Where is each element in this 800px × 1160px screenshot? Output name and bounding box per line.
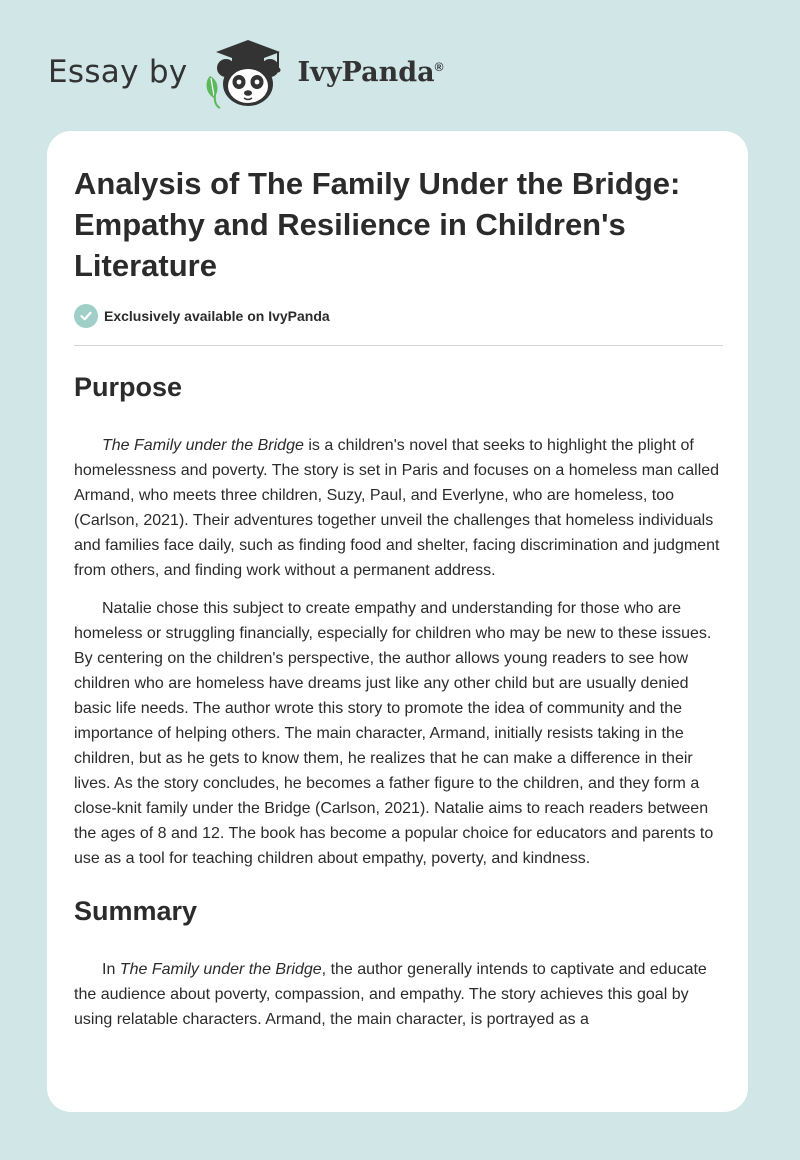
section-heading-purpose: Purpose [74,372,183,402]
brand-name[interactable]: IvyPanda® [297,56,444,88]
page-title: Analysis of The Family Under the Bridge: Empathy and Resilience in Children's Literature [74,166,681,283]
panda-graduate-icon[interactable] [202,32,294,112]
section-heading-summary: Summary [74,896,198,926]
paragraph: The Family under the Bridge is a children's novel that seeks to highlight the plight of homelessness and poverty. The story is set in Paris and focuses on a homeless man called Armand, who meets three children, Suzy, Paul, and Everlyne, who are homeless, too (Carlson, 2021). Their adventures together unveil the challenges that homeless individuals and families face daily, such as finding food and shelter, facing discrimination and judgment from others, and finding work without a permanent address. [74,437,720,579]
essay-card [47,131,748,1112]
trademark-symbol: ® [434,59,444,74]
paragraph: In The Family under the Bridge, the author generally intends to captivate and educate the audience about poverty, compassion, and empathy. The story achieves this goal by using relatable characters. Armand, the main character, is portrayed as a [74,961,707,1028]
divider [74,345,723,346]
paragraph: Natalie chose this subject to create empathy and understanding for those who are homeless or struggling financially, especially for children who may be new to these issues. By centering on the children's perspective, the author allows young readers to see how children who are homeless have dreams just like any other child but are usually denied basic life needs. The author wrote this story to promote the idea of community and the importance of helping others. The main character, Armand, initially resists taking in the children, but as he gets to know them, he realizes that he can make a difference in their lives. As the story concludes, he becomes a father figure to the children, and they form a close-knit family under the Bridge (Carlson, 2021). Natalie aims to reach readers between the ages of 8 and 12. The book has become a popular choice for educators and parents to use as a tool for teaching children about empathy, poverty, and kindness. [74,600,714,867]
essay-body [74,361,724,1032]
book-title-italic: The Family under the Bridge [102,437,304,454]
book-title-italic: The Family under the Bridge [119,961,322,978]
exclusive-badge [74,304,330,328]
essay-by-label: Essay by [48,54,188,90]
site-header [48,30,443,114]
badge-label: Exclusively available on IvyPanda [104,308,330,324]
check-circle-icon [74,304,98,328]
